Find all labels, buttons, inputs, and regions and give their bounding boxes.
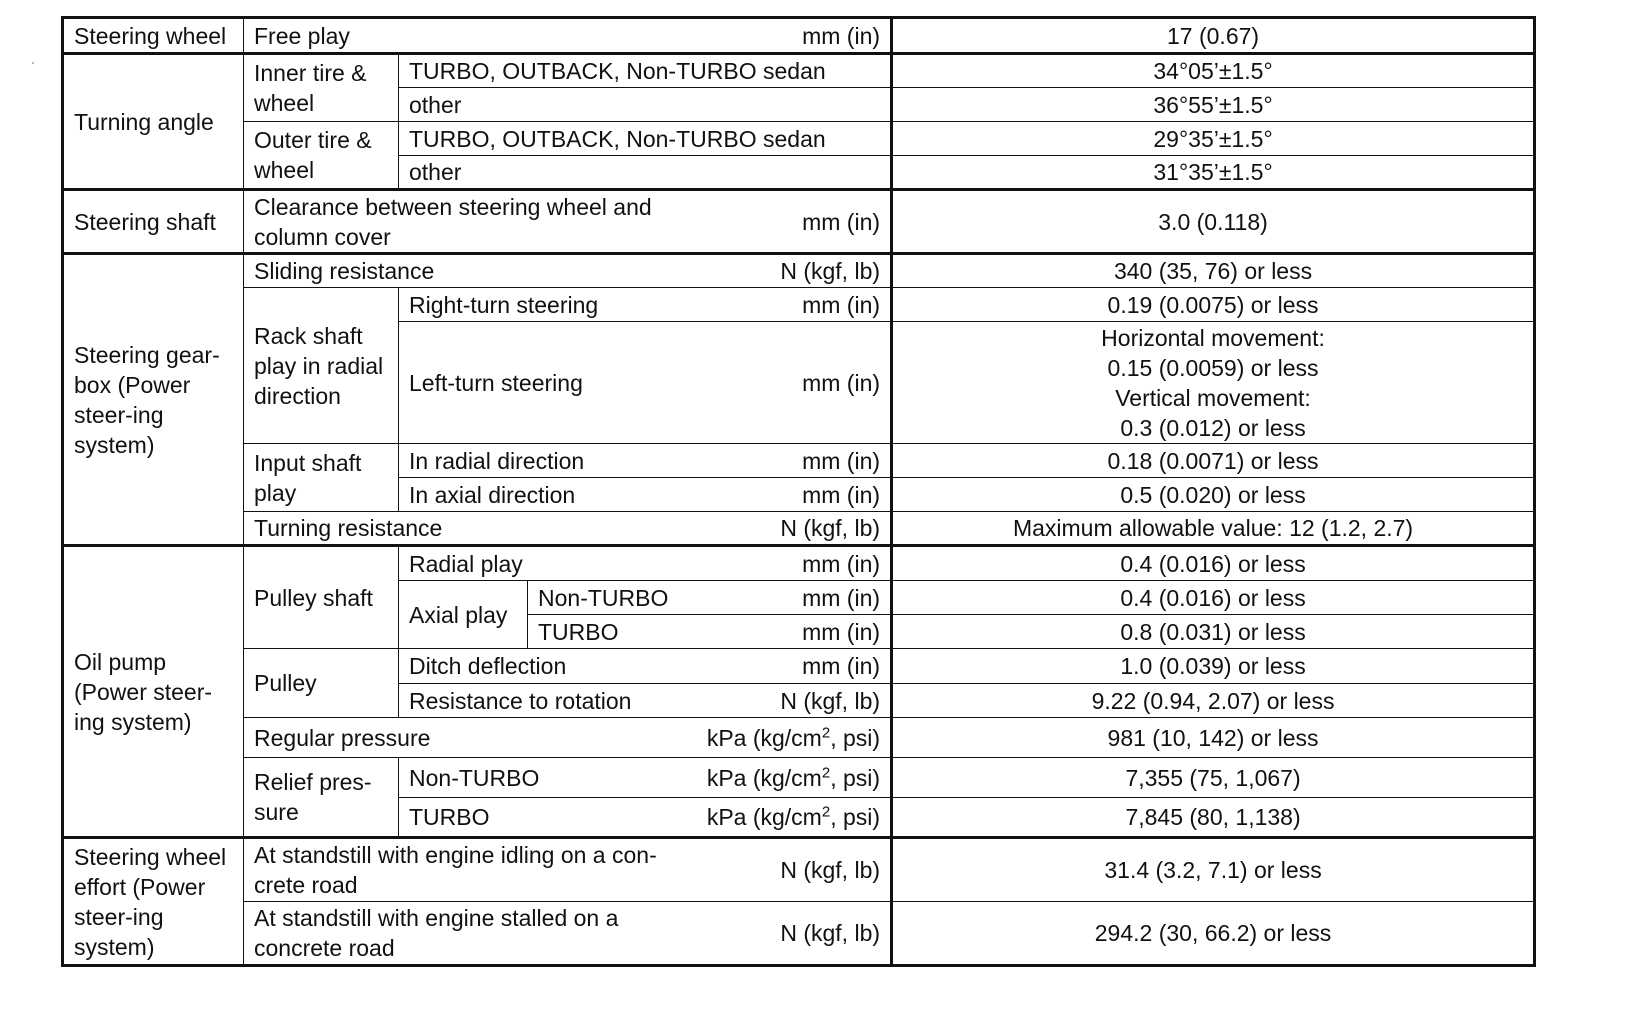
- item-cell: [399, 478, 892, 512]
- row-effort-stalled: [63, 902, 1535, 966]
- value-line: Vertical movement:: [1115, 384, 1311, 411]
- row-sliding-resistance: [63, 254, 1535, 288]
- item-engine-idling: At standstill with engine idling on a con-crete road: [254, 842, 657, 898]
- group-oil-pump: Oil pump (Power steer-ing system): [63, 546, 244, 838]
- unit-part: , psi): [830, 724, 881, 751]
- row-effort-idling: [63, 838, 1535, 902]
- cond-other: other: [399, 88, 892, 122]
- value-left-turn: [892, 322, 1535, 444]
- row-radial-play: [63, 546, 1535, 581]
- unit: N (kgf, lb): [780, 920, 881, 946]
- unit: [697, 763, 880, 793]
- item-cell: [244, 718, 892, 758]
- unit: [697, 723, 880, 753]
- item-engine-stalled: At standstill with engine stalled on a concrete road: [254, 905, 619, 961]
- item-rack-shaft-play: Rack shaft play in radial direction: [244, 288, 399, 444]
- item-right-turn: Right-turn steering: [409, 291, 599, 318]
- item-cell: [244, 18, 892, 54]
- unit-sup: 2: [821, 723, 831, 741]
- item-cell: [244, 254, 892, 288]
- group-steering-wheel-effort: Steering wheel effort (Power steer-ing system): [63, 838, 244, 966]
- cond-other: other: [399, 156, 892, 190]
- item-sliding-resistance: Sliding resistance: [254, 258, 435, 284]
- row-steering-wheel-free-play: [63, 18, 1535, 54]
- unit: [697, 802, 880, 832]
- item-outer-tire-wheel: Outer tire & wheel: [244, 122, 399, 190]
- group-turning-angle: Turning angle: [63, 54, 244, 190]
- item-free-play: Free play: [254, 22, 350, 49]
- value-line: 0.15 (0.0059) or less: [1107, 354, 1319, 381]
- item-regular-pressure: Regular pressure: [254, 724, 431, 751]
- unit: N (kgf, lb): [780, 857, 881, 883]
- unit: N (kgf, lb): [780, 258, 881, 284]
- value-axial-turbo: 0.8 (0.031) or less: [892, 615, 1535, 649]
- value-engine-idling: 31.4 (3.2, 7.1) or less: [892, 838, 1535, 902]
- row-turning-angle-inner-a: [63, 54, 1535, 88]
- value-radial-play: 0.4 (0.016) or less: [892, 546, 1535, 581]
- value-relief-turbo: 7,845 (80, 1,138): [892, 798, 1535, 838]
- item-relief-pressure: Relief pres-sure: [244, 758, 399, 838]
- row-relief-nonturbo: [63, 758, 1535, 798]
- unit: mm (in): [802, 208, 881, 235]
- item-left-turn: Left-turn steering: [409, 369, 583, 396]
- unit-part: kPa (kg/cm: [706, 764, 822, 791]
- item-cell: [399, 444, 892, 478]
- unit-sup: 2: [821, 763, 831, 781]
- unit-part: kPa (kg/cm: [706, 724, 822, 751]
- row-steering-shaft: [63, 190, 1535, 254]
- value-resistance-rotation: 9.22 (0.94, 2.07) or less: [892, 684, 1535, 718]
- unit: mm (in): [802, 618, 881, 645]
- value-radial-direction: 0.18 (0.0071) or less: [892, 444, 1535, 478]
- item-cell: [244, 512, 892, 546]
- value-sliding-resistance: 340 (35, 76) or less: [892, 254, 1535, 288]
- group-steering-wheel: Steering wheel: [63, 18, 244, 54]
- value-inner-b: 36°55’±1.5°: [892, 88, 1535, 122]
- item-axial-direction: In axial direction: [409, 481, 576, 508]
- item-pulley-shaft: Pulley shaft: [244, 546, 399, 649]
- item-clearance: Clearance between steering wheel and column cover: [254, 193, 652, 250]
- value-ditch-deflection: 1.0 (0.039) or less: [892, 649, 1535, 684]
- value-engine-stalled: 294.2 (30, 66.2) or less: [892, 902, 1535, 966]
- item-non-turbo: Non-TURBO: [538, 584, 669, 611]
- row-ditch-deflection: [63, 649, 1535, 684]
- value-outer-a: 29°35’±1.5°: [892, 122, 1535, 156]
- item-ditch-deflection: Ditch deflection: [409, 653, 567, 679]
- item-radial-direction: In radial direction: [409, 447, 585, 474]
- group-steering-gearbox: Steering gear-box (Power steer-ing system): [63, 254, 244, 546]
- steering-spec-table: [61, 16, 1533, 967]
- row-turning-angle-outer-a: [63, 122, 1535, 156]
- value-line: Horizontal movement:: [1101, 324, 1325, 351]
- unit: mm (in): [802, 22, 881, 49]
- unit: mm (in): [802, 584, 881, 611]
- item-resistance-rotation: Resistance to rotation: [409, 687, 632, 714]
- value-free-play: 17 (0.67): [892, 18, 1535, 54]
- item-cell: [399, 649, 892, 684]
- item-radial-play: Radial play: [409, 550, 523, 577]
- row-right-turn: [63, 288, 1535, 322]
- item-cell: [399, 322, 892, 444]
- item-cell: [244, 838, 892, 902]
- value-clearance: 3.0 (0.118): [892, 190, 1535, 254]
- item-cell: [528, 581, 892, 615]
- unit-part: , psi): [830, 804, 881, 830]
- item-cell: [399, 684, 892, 718]
- value-outer-b: 31°35’±1.5°: [892, 156, 1535, 190]
- row-regular-pressure: [63, 718, 1535, 758]
- unit-part: kPa (kg/cm: [706, 804, 822, 830]
- item-turbo: TURBO: [409, 804, 490, 830]
- value-regular-pressure: 981 (10, 142) or less: [892, 718, 1535, 758]
- item-non-turbo: Non-TURBO: [409, 764, 540, 791]
- value-turning-resistance: Maximum allowable value: 12 (1.2, 2.7): [892, 512, 1535, 546]
- unit-part: , psi): [830, 764, 881, 791]
- unit: mm (in): [802, 481, 881, 508]
- row-input-radial: [63, 444, 1535, 478]
- value-axial-non-turbo: 0.4 (0.016) or less: [892, 581, 1535, 615]
- value-relief-non-turbo: 7,355 (75, 1,067): [892, 758, 1535, 798]
- cond-turbo-outback-sedan: TURBO, OUTBACK, Non-TURBO sedan: [399, 54, 892, 88]
- item-inner-tire-wheel: Inner tire & wheel: [244, 54, 399, 122]
- value-right-turn: 0.19 (0.0075) or less: [892, 288, 1535, 322]
- cond-turbo-outback-sedan: TURBO, OUTBACK, Non-TURBO sedan: [399, 122, 892, 156]
- unit: mm (in): [802, 291, 881, 318]
- unit: N (kgf, lb): [780, 515, 881, 541]
- unit: mm (in): [802, 447, 881, 474]
- item-cell: [244, 190, 892, 254]
- item-cell: [399, 288, 892, 322]
- item-cell: [244, 902, 892, 966]
- item-cell: [399, 546, 892, 581]
- unit-sup: 2: [821, 803, 831, 821]
- scan-speck: [32, 62, 34, 64]
- unit: mm (in): [802, 369, 881, 396]
- row-turning-resistance: [63, 512, 1535, 546]
- item-turning-resistance: Turning resistance: [254, 515, 443, 541]
- group-steering-shaft: Steering shaft: [63, 190, 244, 254]
- item-cell: [399, 758, 892, 798]
- unit: mm (in): [802, 653, 881, 679]
- item-axial-play: Axial play: [399, 581, 528, 649]
- item-cell: [528, 615, 892, 649]
- value-inner-a: 34°05’±1.5°: [892, 54, 1535, 88]
- item-input-shaft-play: Input shaft play: [244, 444, 399, 512]
- item-turbo: TURBO: [538, 618, 619, 645]
- value-line: 0.3 (0.012) or less: [1120, 414, 1306, 441]
- value-axial-direction: 0.5 (0.020) or less: [892, 478, 1535, 512]
- item-cell: [399, 798, 892, 838]
- unit: N (kgf, lb): [780, 687, 881, 714]
- unit: mm (in): [802, 550, 881, 577]
- item-pulley: Pulley: [244, 649, 399, 718]
